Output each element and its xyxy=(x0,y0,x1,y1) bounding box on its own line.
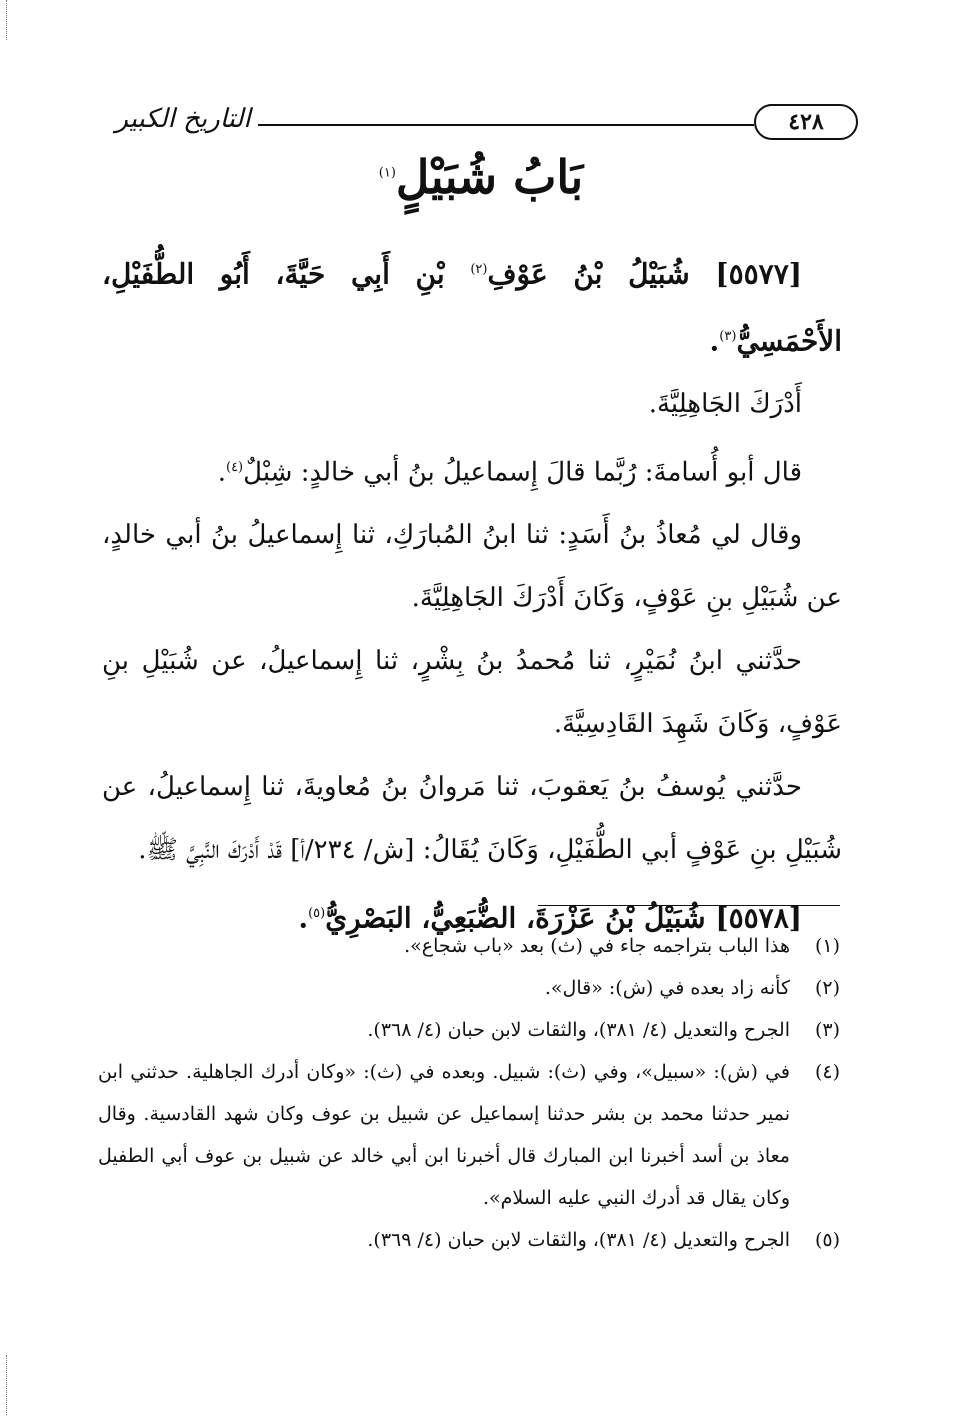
footnote-text: الجرح والتعديل (٤/ ٣٨١)، والثقات لابن حبان (٤/ ٣٦٩). xyxy=(367,1229,790,1251)
chapter-title-text: بَابُ شُبَيْلٍ xyxy=(395,150,584,204)
entry-heading xyxy=(102,238,842,373)
entry-end: . xyxy=(709,324,720,358)
page-header xyxy=(108,100,858,146)
footnote xyxy=(98,1219,840,1261)
footnote xyxy=(98,1051,840,1219)
footnote-text: هذا الباب بتراجمه جاء في (ث) بعد «باب شجاع». xyxy=(404,935,790,957)
entry-end: . xyxy=(298,901,309,935)
paragraph xyxy=(102,436,842,505)
running-title: التاريخ الكبير xyxy=(115,104,251,134)
entry-name-rest: بْنِ أَبِي حَيَّةَ، أَبُو الطُّفَيْلِ، الأَحْمَسِيُّ xyxy=(102,257,842,358)
margin-mark xyxy=(6,1355,10,1415)
header-rule xyxy=(258,124,754,126)
footnote-text: الجرح والتعديل (٤/ ٣٨١)، والثقات لابن حبان (٤/ ٣٦٨). xyxy=(367,1019,790,1041)
footnote-ref: (٢) xyxy=(470,262,488,277)
paragraph-end: . xyxy=(217,457,226,488)
paragraph: حدَّثني ابنُ نُمَيْرٍ، ثنا مُحمدُ بنُ بِشْرٍ، ثنا إِسماعيلُ، عن شُبَيْلِ بنِ عَوْفٍ، وَكَانَ شَهِدَ القَادِسِيَّةَ. xyxy=(102,646,842,740)
entry-name: [٥٥٧٧] شُبَيْلُ بْنُ عَوْفِ xyxy=(487,257,802,291)
paragraph: أَدْرَكَ الجَاهِلِيَّةَ. xyxy=(648,388,802,419)
page-number: ٤٢٨ xyxy=(754,104,858,140)
footnote-ref: (٤) xyxy=(225,459,244,475)
paragraph: حدَّثني يُوسفُ بنُ يَعقوبَ، ثنا مَروانُ بنُ مُعاويةَ، ثنا إِسماعيلُ، عن شُبَيْلِ بنِ عَوْفٍ أبي الطُّفَيْلِ، وَكَانَ يُقَالُ: [ش/ ٢٣٤/أ] قَدْ أَدْرَكَ النَّبِيَّ ﷺ. xyxy=(102,772,842,866)
footnote-separator xyxy=(538,905,840,906)
main-text xyxy=(102,238,842,950)
footnote-number: (٣) xyxy=(814,1019,840,1041)
footnote-text: كأنه زاد بعده في (ش): «قال». xyxy=(544,977,790,999)
footnote-number: (١) xyxy=(814,935,840,957)
footnote xyxy=(98,925,840,967)
paragraph-text: قال أبو أُسامةَ: رُبَّما قالَ إِسماعيلُ بنُ أبي خالدٍ: شِبْلٌ xyxy=(243,457,802,488)
entry-name: [٥٥٧٨] شُبَيْلُ بْنُ عَزْرَةَ، الضُّبَعِيُّ، البَصْرِيُّ xyxy=(325,901,802,935)
paragraph: وقال لي مُعاذُ بنُ أَسَدٍ: ثنا ابنُ المُبارَكِ، ثنا إِسماعيلُ بنُ أبي خالدٍ، عن شُبَيْلِ بنِ عَوْفٍ، وَكَانَ أَدْرَكَ الجَاهِلِيَّةَ. xyxy=(102,520,842,614)
margin-mark xyxy=(6,0,10,40)
footnote-text: في (ش): «سبيل»، وفي (ث): شبيل. وبعده في (ث): «وكان أدرك الجاهلية. حدثني ابن نمير حدثنا محمد بن بشر حدثنا إسماعيل عن شبيل بن عوف وكان شهد القادسية. وقال معاذ بن أسد أخبرنا ابن المبارك قال أخبرنا ابن أبي خالد عن شبيل بن عوف أبي الطفيل وكان يقال قد أدرك النبي عليه السلام». xyxy=(98,1061,790,1209)
chapter-title xyxy=(0,150,962,204)
footnote-ref: (٣) xyxy=(719,329,737,345)
footnote xyxy=(98,1009,840,1051)
footnote-ref: (٥) xyxy=(308,906,326,922)
footnote-number: (٤) xyxy=(814,1061,840,1083)
footnote-ref: (١) xyxy=(378,165,396,181)
footnote-number: (٢) xyxy=(814,977,840,999)
footnotes xyxy=(98,925,840,1261)
footnote-number: (٥) xyxy=(814,1229,840,1251)
footnote xyxy=(98,967,840,1009)
